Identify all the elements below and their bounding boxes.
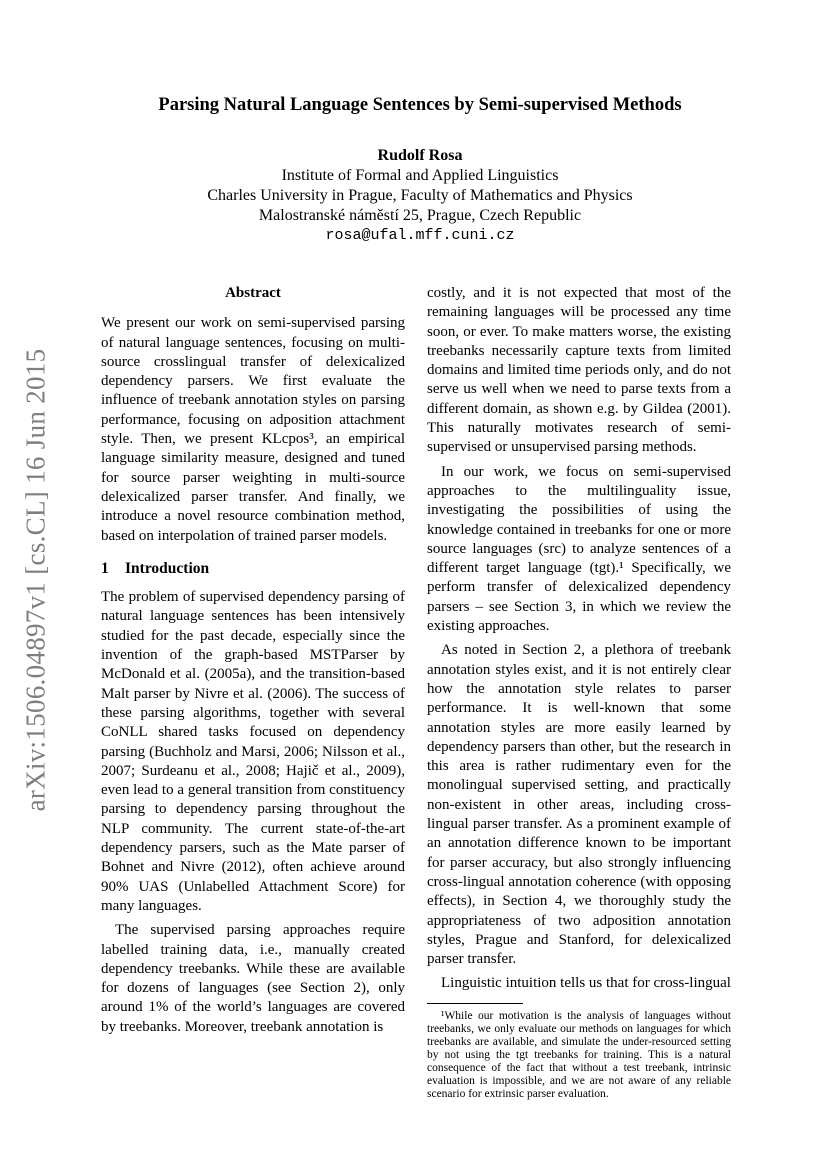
intro-paragraph-3: In our work, we focus on semi-supervised approaches to the multilinguality issue, investigating the possibilities of using the knowledge contained in treebanks for one or more source languages (src) to analyze sentences of a different target language (tgt).¹ Specifically, we perform transfer of delexicalized dependency parsers – see Section 3, in which we review the existing approaches. <box>427 463 731 635</box>
abstract-heading: Abstract <box>225 285 281 301</box>
intro-paragraph-2: The supervised parsing approaches require labelled training data, i.e., manually created dependency treebanks. While these are available for dozens of languages (see Section 2), only around 1% of the world’s languages are covered by treebanks. Moreover, treebank annotation is <box>101 922 405 1035</box>
arxiv-identifier: arXiv:1506.04897v1 [cs.CL] 16 Jun 2015 <box>20 348 51 812</box>
footnote-1: ¹While our motivation is the analysis of languages without treebanks, we only evaluate our methods on languages for which treebanks are available, and simulate the under-resourced setting by not using the tgt treebanks for training. This is a natural consequence of the fact that without a test treebank, intrinsic evaluation is impossible, and we are not aware of any reliable scenario for extrinsic parser evaluation. <box>427 1009 731 1100</box>
section-heading <box>101 559 405 578</box>
abstract-text: We present our work on semi-supervised parsing of natural language sentences, focusing on multi-source crosslingual transfer of delexicalized dependency parsers. We first evaluate the influence of treebank annotation styles on parsing performance, focusing on adposition attachment style. Then, we present KLcpos³, an empirical language similarity measure, designed and tuned for source parser weighting in multi-source delexicalized parser transfer. And finally, we introduce a novel resource combination method, based on interpolation of trained parser models. <box>101 315 405 544</box>
left-column <box>101 284 405 1037</box>
author-name: Rudolf Rosa <box>377 147 463 164</box>
affiliation-institute: Institute of Formal and Applied Linguistics <box>281 167 559 184</box>
intro-paragraph-1: The problem of supervised dependency parsing of natural language sentences has been intensively studied for the past decade, especially since the invention of the graph-based MSTParser by McDonald et al. (2005a), and the transition-based Malt parser by Nivre et al. (2006). The success of these parsing algorithms, together with several CoNLL shared tasks focused on dependency parsing (Buchholz and Marsi, 2006; Nilsson et al., 2007; Surdeanu et al., 2008; Hajič et al., 2009), even lead to a general transition from constituency parsing to dependency parsing throughout the NLP community. The current state-of-the-art dependency parsers, such as the Mate parser of Bohnet and Nivre (2012), often achieve around 90% UAS (Unlabelled Attachment Score) for many languages. <box>101 589 405 914</box>
affiliation-address: Malostranské náměstí 25, Prague, Czech Republic <box>258 207 582 224</box>
intro-paragraph-2-continued: costly, and it is not expected that most of the remaining languages will be processed any time soon, or ever. To make matters worse, the existing treebanks necessarily capture texts from limited domains and limited time periods only, and do not serve us well when we need to parse texts from a different domain, as shown e.g. by Gildea (2001). This naturally motivates research of semi-supervised or unsupervised parsing methods. <box>427 285 731 456</box>
section-number: 1 <box>101 559 109 577</box>
right-column <box>427 284 731 1101</box>
author-email[interactable]: rosa@ufal.mff.cuni.cz <box>325 227 515 244</box>
intro-paragraph-5: Linguistic intuition tells us that for cross-lingual <box>441 975 731 992</box>
footnote-divider <box>427 1003 523 1004</box>
paper-title: Parsing Natural Language Sentences by Semi-supervised Methods <box>158 95 682 115</box>
intro-paragraph-4: As noted in Section 2, a plethora of treebank annotation styles exist, and it is not entirely clear how the annotation style relates to parser performance. It is well-known that some annotation styles are more easily learned by dependency parsers than other, but the research in this area is rather rudimentary even for the monolingual supervised setting, and practically non-existent in other areas, including cross-lingual parser transfer. As a prominent example of an annotation difference known to be important for parser accuracy, but also strongly influencing cross-lingual annotation coherence (with opposing effects), in Section 4, we thoroughly study the appropriateness of two adposition annotation styles, Prague and Stanford, for delexicalized parser transfer. <box>427 642 731 968</box>
section-title: Introduction <box>125 559 210 577</box>
arxiv-sidebar-stamp <box>14 340 58 820</box>
affiliation-university: Charles University in Prague, Faculty of Mathematics and Physics <box>207 187 633 204</box>
author-block <box>150 146 690 246</box>
